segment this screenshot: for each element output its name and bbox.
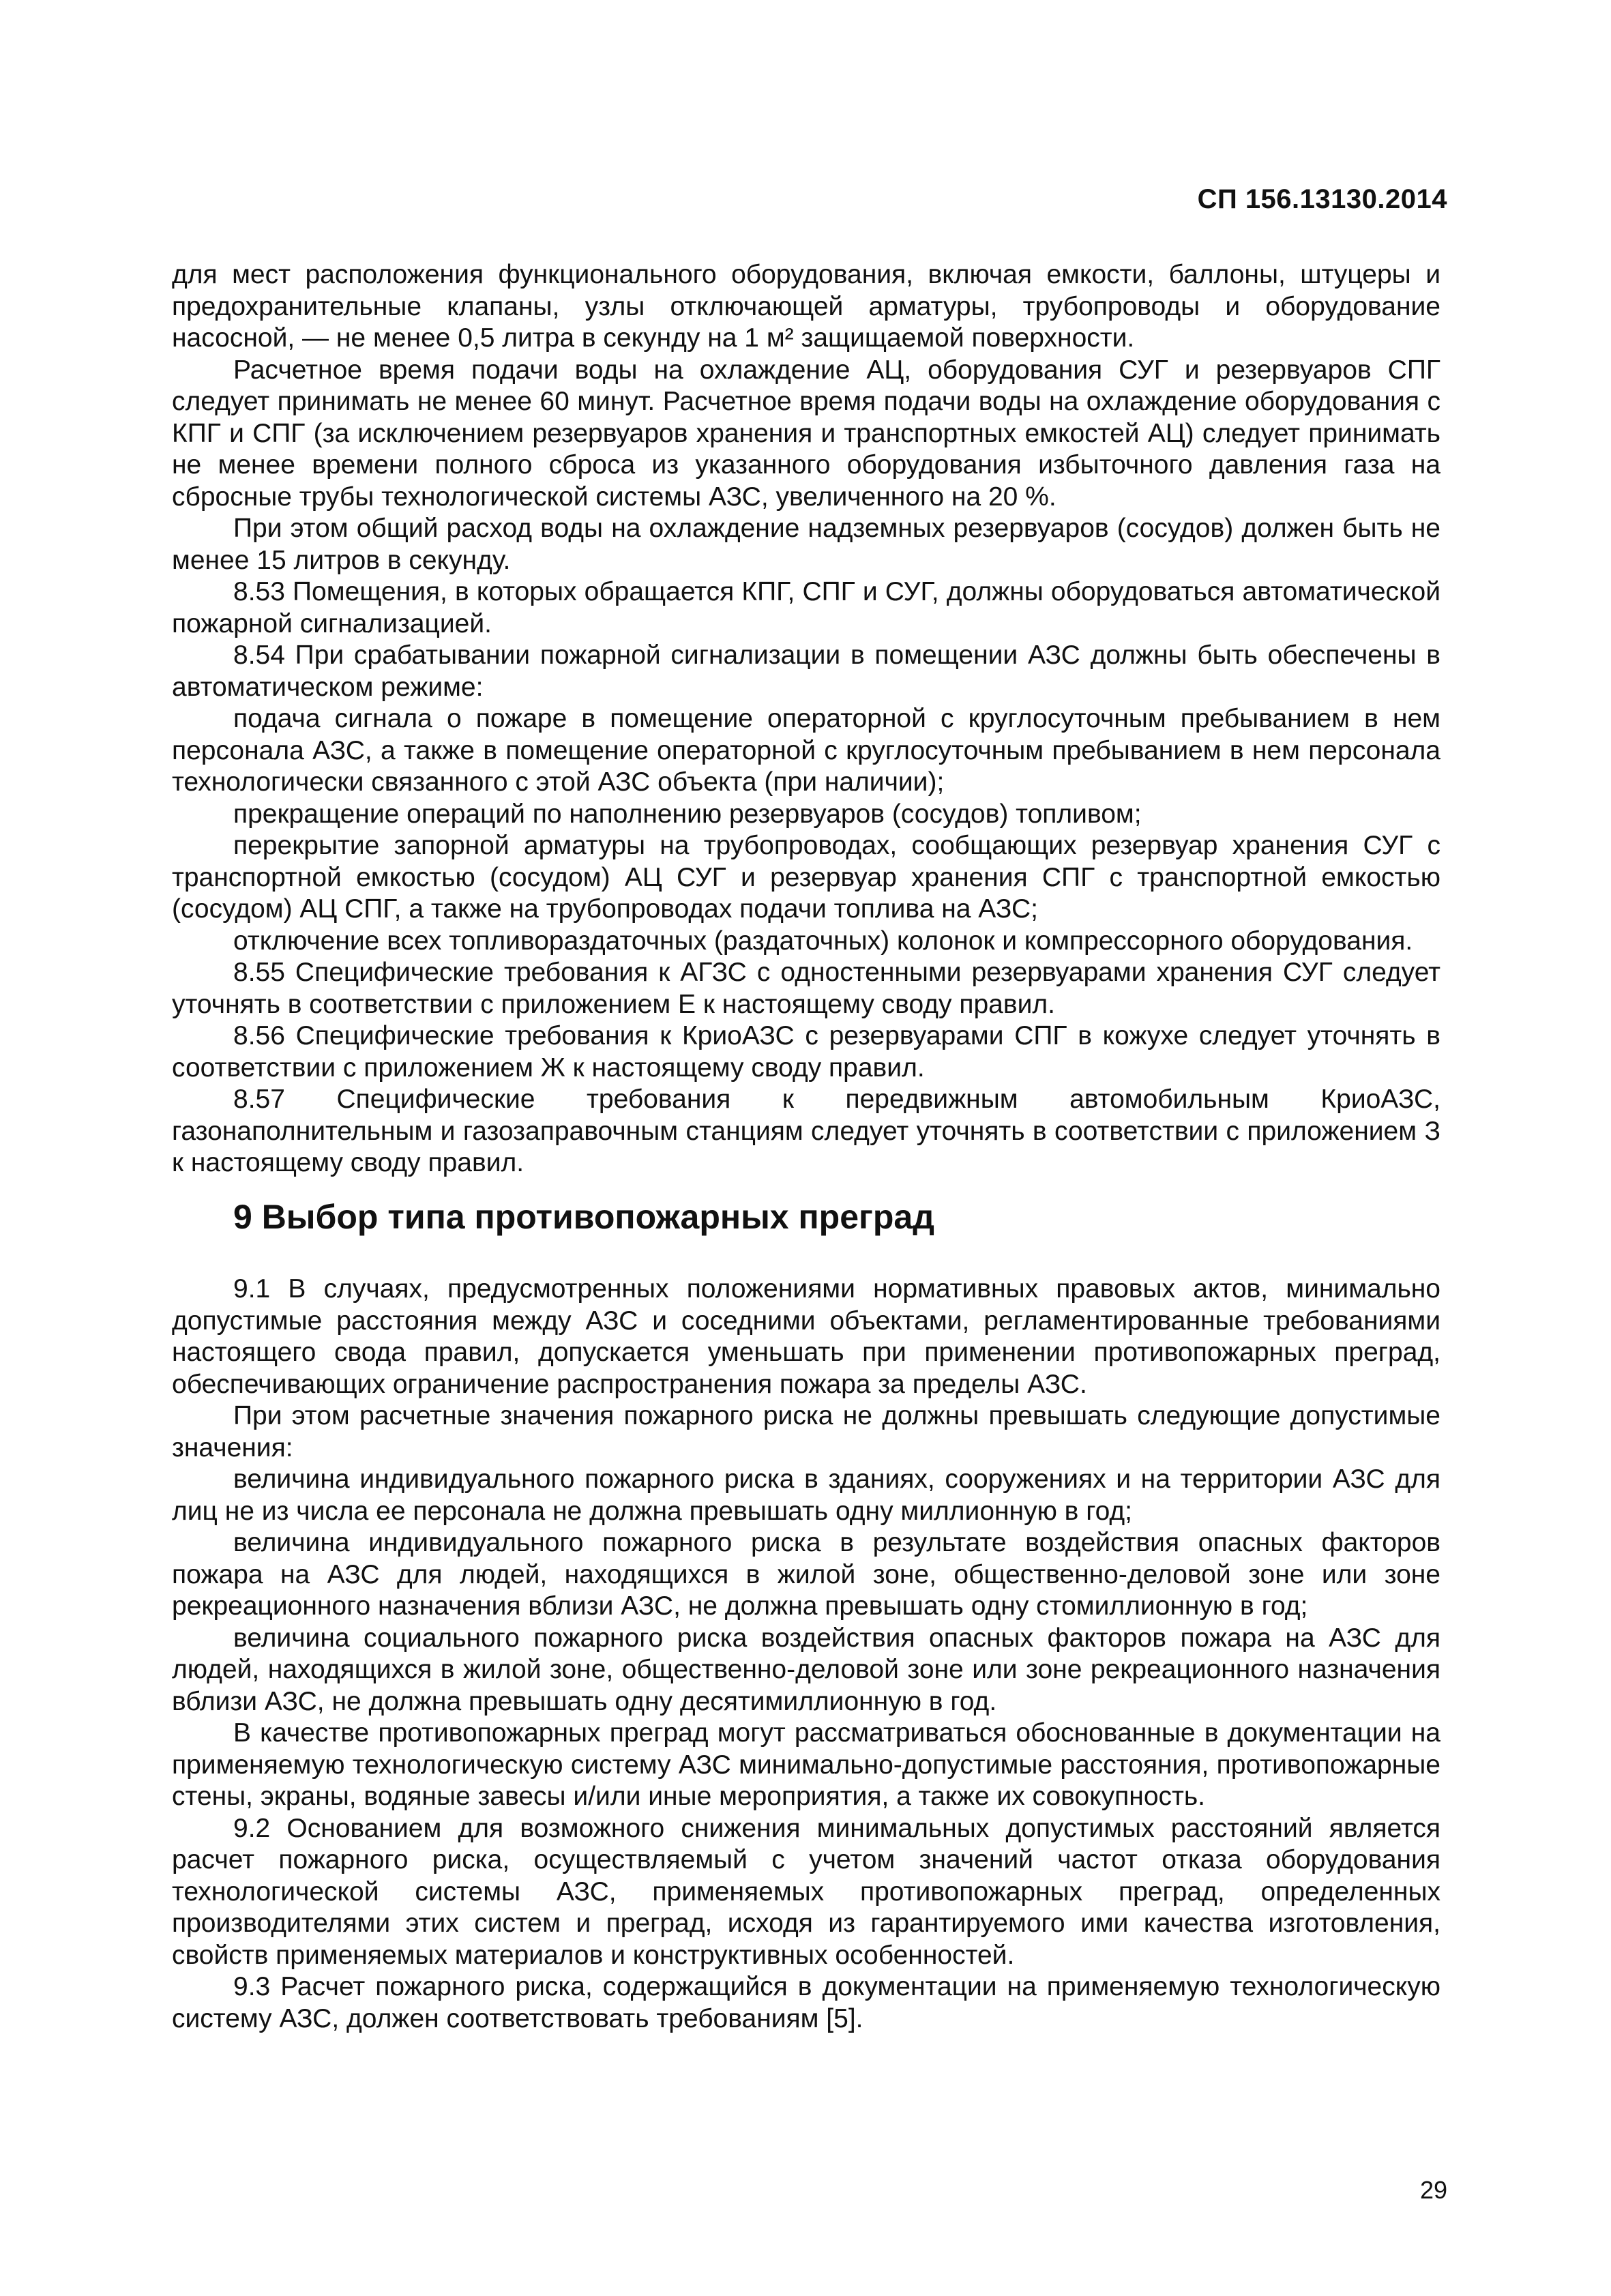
list-item: величина индивидуального пожарного риска в зданиях, сооружениях и на территории АЗС для лиц не из числа ее персонала не должна превышать одну миллионную в год; bbox=[172, 1465, 1440, 1526]
paragraph: 8.55 Специфические требования к АГЗС с одностенными резервуарами хранения СУГ следует уточнять в соответствии с приложением Е к настоящему своду правил. bbox=[172, 958, 1440, 1019]
paragraph: При этом расчетные значения пожарного риска не должны превышать следующие допустимые значения: bbox=[172, 1401, 1440, 1462]
list-item: прекращение операций по наполнению резервуаров (сосудов) топливом; bbox=[233, 799, 1142, 829]
paragraph: При этом общий расход воды на охлаждение надземных резервуаров (сосудов) должен быть не менее 15 литров в секунду. bbox=[172, 514, 1440, 575]
list-item: подача сигнала о пожаре в помещение операторной с круглосуточным пребыванием в нем персонала АЗС, а также в помещение операторной с круглосуточным пребыванием в нем персонала технологически связанного с этой АЗС объекта (при наличии); bbox=[172, 704, 1440, 797]
list-item: величина социального пожарного риска воздействия опасных факторов пожара на АЗС для людей, находящихся в жилой зоне, общественно-деловой зоне или зоне рекреационного назначения вблизи АЗС, не должна превышать одну десятимиллионную в год. bbox=[172, 1623, 1440, 1716]
paragraph: Расчетное время подачи воды на охлаждение АЦ, оборудования СУГ и резервуаров СПГ следует принимать не менее 60 минут. Расчетное время подачи воды на охлаждение оборудования с КПГ и СПГ (за исключением резервуаров хранения и транспортных емкостей АЦ) следует принимать не менее времени полного сброса из указанного оборудования избыточного давления газа на сбросные трубы технологической системы АЗС, увеличенного на 20 %. bbox=[172, 355, 1440, 512]
document-code: СП 156.13130.2014 bbox=[1197, 184, 1447, 214]
page-number: 29 bbox=[1419, 2176, 1447, 2204]
section-8-continuation bbox=[172, 259, 1440, 1179]
section-9-heading: 9 Выбор типа противопожарных преград bbox=[233, 1198, 934, 1236]
paragraph: для мест расположения функционального оборудования, включая емкости, баллоны, штуцеры и предохранительные клапаны, узлы отключающей арматуры, трубопроводы и оборудование насосной, — не менее 0,5 литра в секунду на 1 м² защищаемой поверхности. bbox=[172, 260, 1440, 353]
paragraph: 8.56 Специфические требования к КриоАЗС с резервуарами СПГ в кожухе следует уточнять в соответствии с приложением Ж к настоящему своду правил. bbox=[172, 1021, 1440, 1083]
paragraph: 9.2 Основанием для возможного снижения минимальных допустимых расстояний является расчет пожарного риска, осуществляемый с учетом значений частот отказа оборудования технологической системы АЗС, применяемых противопожарных преград, определенных производителями этих систем и преград, исходя из гарантируемого ими качества изготовления, свойств применяемых материалов и конструктивных особенностей. bbox=[172, 1813, 1440, 1970]
paragraph: 8.53 Помещения, в которых обращается КПГ, СПГ и СУГ, должны оборудоваться автоматической пожарной сигнализацией. bbox=[172, 577, 1440, 638]
paragraph: 8.57 Специфические требования к передвижным автомобильным КриоАЗС, газонаполнительным и газозаправочным станциям следует уточнять в соответствии с приложением З к настоящему своду правил. bbox=[172, 1085, 1440, 1177]
paragraph: 9.1 В случаях, предусмотренных положениями нормативных правовых актов, минимально допустимые расстояния между АЗС и соседними объектами, регламентированные требованиями настоящего свода правил, допускается уменьшать при применении противопожарных преград, обеспечивающих ограничение распространения пожара за пределы АЗС. bbox=[172, 1274, 1440, 1399]
list-item: величина индивидуального пожарного риска в результате воздействия опасных факторов пожара на АЗС для людей, находящихся в жилой зоне, общественно-деловой зоне или зоне рекреационного назначения вблизи АЗС, не должна превышать одну стомиллионную в год; bbox=[172, 1528, 1440, 1621]
list-item: перекрытие запорной арматуры на трубопроводах, сообщающих резервуар хранения СУГ с транспортной емкостью (сосудом) АЦ СУГ и резервуар хранения СПГ с транспортной емкостью (сосудом) АЦ СПГ, а также на трубопроводах подачи топлива на АЗС; bbox=[172, 831, 1440, 924]
section-9-body bbox=[172, 1274, 1440, 2035]
list-item: отключение всех топливораздаточных (раздаточных) колонок и компрессорного оборудования. bbox=[233, 926, 1413, 956]
paragraph: 8.54 При срабатывании пожарной сигнализации в помещении АЗС должны быть обеспечены в автоматическом режиме: bbox=[172, 641, 1440, 702]
paragraph: 9.3 Расчет пожарного риска, содержащийся в документации на применяемую технологическую систему АЗС, должен соответствовать требованиям [5]. bbox=[172, 1972, 1440, 2033]
paragraph: В качестве противопожарных преград могут рассматриваться обоснованные в документации на применяемую технологическую систему АЗС минимально-допустимые расстояния, противопожарные стены, экраны, водяные завесы и/или иные мероприятия, а также их совокупность. bbox=[172, 1718, 1440, 1811]
